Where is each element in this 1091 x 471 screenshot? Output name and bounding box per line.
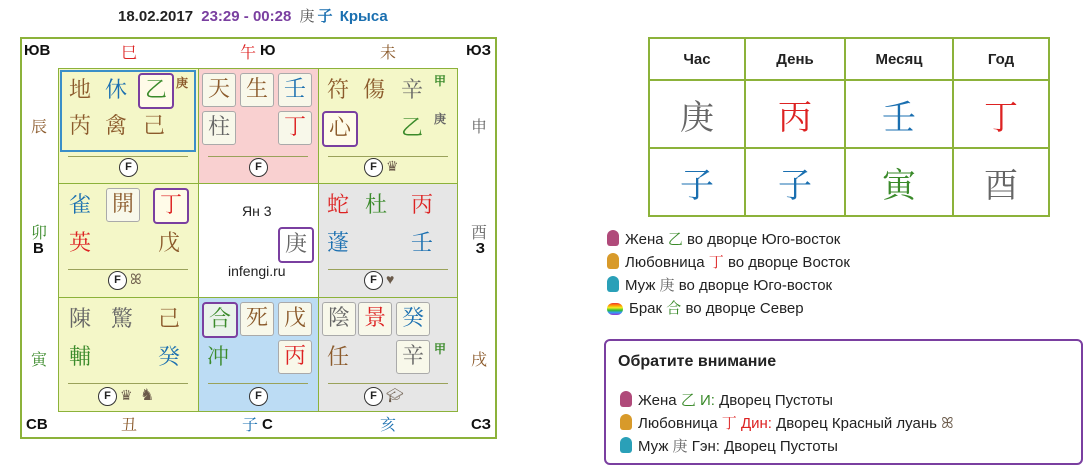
pillar-stem-day: 丙 xyxy=(745,80,845,148)
header-hour-branch: 子 xyxy=(317,7,333,25)
palace-east[interactable] xyxy=(58,183,198,297)
separator xyxy=(328,156,448,157)
door-glyph: 景 xyxy=(358,302,392,336)
attention-glyph: 庚 xyxy=(672,437,688,455)
crown-icon: ♛ xyxy=(386,158,399,174)
palace-south[interactable] xyxy=(198,68,318,183)
door-glyph: 開 xyxy=(106,188,140,222)
symbol-desc: во дворце Восток xyxy=(727,254,850,271)
deity-glyph[interactable]: 合 xyxy=(202,302,238,338)
horse-icon: ♞ xyxy=(140,387,155,404)
door-glyph: 休 xyxy=(104,78,127,103)
pillar-header-hour: Час xyxy=(649,38,745,80)
door-glyph: 杜 xyxy=(364,193,387,218)
doll-icon xyxy=(607,276,619,292)
edge-left-3: 寅 xyxy=(31,350,48,369)
door-glyph: 驚 xyxy=(110,307,133,332)
butterfly-icon: ꕤ xyxy=(130,271,142,287)
star-glyph: 芮 xyxy=(68,114,91,139)
list-item xyxy=(607,297,850,320)
pillar-header-month: Месяц xyxy=(845,38,953,80)
symbol-label: Муж xyxy=(625,277,656,294)
heart-icon: ♥ xyxy=(386,271,395,287)
header-date: 18.02.2017 xyxy=(118,8,194,25)
attention-glyph: 丁 xyxy=(721,414,737,432)
f-button[interactable]: F xyxy=(364,158,383,177)
small-stem-2: 庚 xyxy=(434,112,447,126)
edge-right-3: 戌 xyxy=(470,350,487,369)
list-item xyxy=(607,251,850,274)
separator xyxy=(208,383,308,384)
separator xyxy=(68,383,188,384)
edge-bottom-2: 子 xyxy=(242,415,259,434)
earth-stem-glyph: 戊 xyxy=(157,231,180,256)
corner-se: ЮВ xyxy=(24,42,51,59)
attention-label: Муж xyxy=(638,438,669,455)
f-button[interactable]: F xyxy=(364,271,383,290)
star-glyph: 蓬 xyxy=(326,231,349,256)
earth-stem-glyph: 癸 xyxy=(157,345,180,370)
star-glyph[interactable]: 心 xyxy=(322,111,358,147)
symbol-glyph: 乙 xyxy=(667,230,683,248)
palace-northwest[interactable] xyxy=(318,297,458,412)
grid-line xyxy=(318,68,319,412)
list-item xyxy=(607,228,850,251)
separator xyxy=(328,383,448,384)
earth-stem-glyph: 辛 xyxy=(396,340,430,374)
attention-desc: Дворец Красный луань xyxy=(776,415,937,432)
pillar-header-day: День xyxy=(745,38,845,80)
symbol-desc: во дворце Юго-восток xyxy=(687,231,841,248)
f-button[interactable]: F xyxy=(249,158,268,177)
attention-desc: Дворец Пустоты xyxy=(719,392,833,409)
edge-right-1: 申 xyxy=(470,117,487,136)
heaven-stem-glyph: 戊 xyxy=(278,302,312,336)
separator xyxy=(68,269,188,270)
attention-label: Любовница xyxy=(638,415,718,432)
symbol-glyph: 合 xyxy=(666,299,682,317)
doll-icon xyxy=(620,437,632,453)
small-stem: 庚 xyxy=(176,76,189,90)
door-glyph: 死 xyxy=(240,302,274,336)
star2-glyph: 禽 xyxy=(104,114,127,139)
f-button[interactable]: F xyxy=(249,387,268,406)
deity-glyph: 陳 xyxy=(68,307,91,332)
f-button[interactable]: F xyxy=(364,387,383,406)
heaven-stem-glyph[interactable]: 乙 xyxy=(138,73,174,109)
deity-glyph: 雀 xyxy=(68,193,91,218)
edge-right-2: 酉 xyxy=(470,223,487,242)
grid-line xyxy=(198,68,199,412)
doll-icon xyxy=(607,253,619,269)
pillar-header-year: Год xyxy=(953,38,1049,80)
four-pillars-table xyxy=(648,37,1050,217)
symbol-label: Брак xyxy=(629,300,663,317)
attention-glyph: 乙 xyxy=(680,391,696,409)
heaven-stem-glyph: 癸 xyxy=(396,302,430,336)
palace-center[interactable] xyxy=(198,183,318,297)
star-glyph: 柱 xyxy=(202,111,236,145)
edge-left-dir: В xyxy=(33,240,44,257)
symbol-label: Жена xyxy=(625,231,664,248)
heaven-stem-glyph: 丙 xyxy=(410,193,433,218)
symbol-label: Любовница xyxy=(625,254,705,271)
deity-glyph: 符 xyxy=(326,78,349,103)
crown-icon: ♛ xyxy=(120,387,133,403)
symbol-glyph: 丁 xyxy=(708,253,724,271)
earth-stem-glyph: 丙 xyxy=(278,340,312,374)
heaven-stem-glyph: 己 xyxy=(157,307,180,332)
attention-label: Жена xyxy=(638,392,677,409)
header-animal: Крыса xyxy=(339,8,388,25)
header-time: 23:29 - 00:28 xyxy=(201,8,292,25)
small-stem: 甲 xyxy=(434,74,447,88)
graduation-cap-icon: 🎓︎ xyxy=(386,387,404,403)
doll-icon xyxy=(620,414,632,430)
earth-stem-glyph: 己 xyxy=(142,114,165,139)
center-label: Ян 3 xyxy=(242,203,272,219)
qimen-board xyxy=(20,37,497,439)
pillar-branch-year: 酉 xyxy=(953,148,1049,216)
symbol-glyph: 庚 xyxy=(659,276,675,294)
earth-stem-glyph: 壬 xyxy=(410,231,433,256)
symbols-list xyxy=(607,228,850,320)
heaven-stem-glyph: 辛 xyxy=(400,78,423,103)
doll-icon xyxy=(620,391,632,407)
edge-bottom-3: 亥 xyxy=(380,415,397,434)
site-label: infengi.ru xyxy=(228,263,286,279)
small-stem: 甲 xyxy=(434,342,447,356)
symbol-desc: во дворце Север xyxy=(685,300,804,317)
deity-glyph: 天 xyxy=(202,73,236,107)
pillar-stem-month: 壬 xyxy=(845,80,953,148)
doll-icon xyxy=(607,230,619,246)
attention-row xyxy=(620,389,833,410)
edge-left-1: 辰 xyxy=(31,117,48,136)
f-button[interactable]: F xyxy=(108,271,127,290)
deity-glyph: 陰 xyxy=(322,302,356,336)
door-glyph: 傷 xyxy=(362,78,385,103)
corner-nw: СЗ xyxy=(470,416,491,433)
list-item xyxy=(607,274,850,297)
star-glyph: 英 xyxy=(68,231,91,256)
edge-bottom-dir: С xyxy=(262,416,273,433)
heaven-stem-glyph: 壬 xyxy=(278,73,312,107)
edge-top-2: 午 xyxy=(240,43,257,62)
attention-desc: Дворец Пустоты xyxy=(724,438,838,455)
grid-line xyxy=(58,183,458,184)
palace-southwest[interactable] xyxy=(318,68,458,183)
header-hour-stem: 庚 xyxy=(299,7,315,25)
heaven-stem-glyph[interactable]: 丁 xyxy=(153,188,189,224)
door-glyph: 生 xyxy=(240,73,274,107)
attention-name: Дин: xyxy=(740,415,772,432)
edge-top-1: 巳 xyxy=(121,43,138,62)
separator xyxy=(68,156,188,157)
pillar-branch-month: 寅 xyxy=(845,148,953,216)
attention-row xyxy=(620,435,838,456)
edge-top-dir: Ю xyxy=(260,42,276,59)
pillar-stem-year: 丁 xyxy=(953,80,1049,148)
pillar-branch-day: 子 xyxy=(745,148,845,216)
f-button[interactable]: F xyxy=(98,387,117,406)
edge-right-dir: З xyxy=(475,240,485,257)
symbol-desc: во дворце Юго-восток xyxy=(678,277,833,294)
attention-name: И: xyxy=(700,392,715,409)
attention-title: Обратите внимание xyxy=(618,353,777,370)
palace-northeast[interactable] xyxy=(58,297,198,412)
edge-bottom-1: 丑 xyxy=(121,415,138,434)
center-stem-glyph[interactable]: 庚 xyxy=(278,227,314,263)
star-glyph: 任 xyxy=(326,345,349,370)
earth-stem-glyph: 丁 xyxy=(278,111,312,145)
palace-north[interactable] xyxy=(198,297,318,412)
palace-southeast[interactable] xyxy=(58,68,198,183)
star-glyph: 輔 xyxy=(68,345,91,370)
edge-top-3: 未 xyxy=(380,43,397,62)
palace-west[interactable] xyxy=(318,183,458,297)
attention-box xyxy=(604,339,1083,465)
deity-glyph: 蛇 xyxy=(326,193,349,218)
earth-stem-glyph: 乙 xyxy=(400,116,423,141)
separator xyxy=(208,156,308,157)
separator xyxy=(328,269,448,270)
star-glyph: 冲 xyxy=(206,345,229,370)
attention-name: Гэн: xyxy=(691,438,720,455)
pillar-stem-hour: 庚 xyxy=(649,80,745,148)
edge-left-2: 卯 xyxy=(31,223,48,242)
butterfly-icon: ꕤ xyxy=(941,415,954,432)
pillar-branch-hour: 子 xyxy=(649,148,745,216)
corner-sw: ЮЗ xyxy=(466,42,491,59)
grid-line xyxy=(58,297,458,298)
corner-ne: СВ xyxy=(26,416,48,433)
f-button[interactable]: F xyxy=(119,158,138,177)
chart-header xyxy=(118,5,388,26)
deity-glyph: 地 xyxy=(68,78,91,103)
attention-row xyxy=(620,412,954,433)
rainbow-doll-icon xyxy=(607,303,623,315)
